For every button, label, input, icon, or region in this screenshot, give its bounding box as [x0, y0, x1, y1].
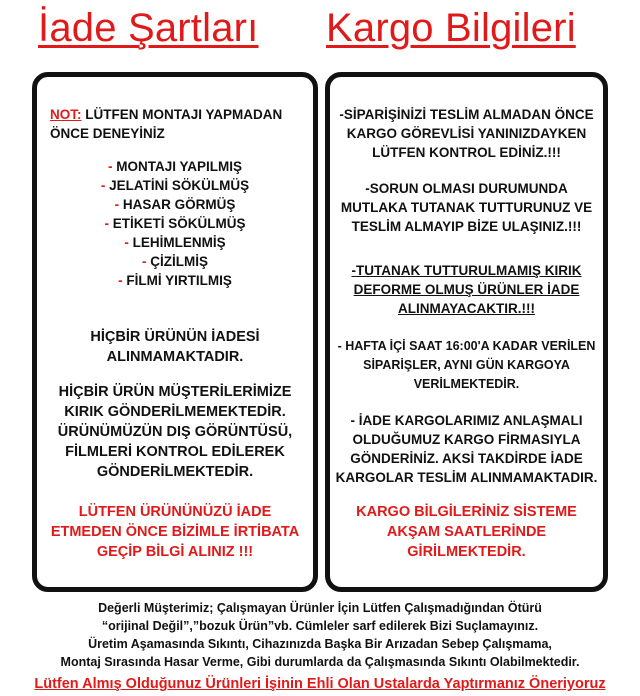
report-notice: -TUTANAK TUTTURULMAMIŞ KIRIK DEFORME OLMUŞ ÜRÜNLER İADE ALINMAYACAKTIR.!!! [351, 263, 582, 316]
note-text-2: ÖNCE DENEYİNİZ [50, 126, 165, 141]
contact-notice: LÜTFEN ÜRÜNÜNÜZÜ İADE ETMEDEN ÖNCE BİZİMLE İRTİBATA GEÇİP BİLGİ ALINIZ !!! [50, 504, 300, 560]
same-day-notice: - HAFTA İÇİ SAAT 16:00'A KADAR VERİLEN SİPARİŞLER, AYNI GÜN KARGOYA VERİLMEKTEDİR. [337, 339, 596, 391]
problem-notice: -SORUN OLMASI DURUMUNDA MUTLAKA TUTANAK TUTTURUNUZ VE TESLİM ALMAYIP BİZE ULAŞINIZ.!!! [340, 181, 593, 234]
no-return-notice: HİÇBİR ÜRÜNÜN İADESİ ALINMAMAKTADIR. [90, 329, 260, 365]
return-conditions-panel [32, 72, 318, 592]
title-return-conditions: İade Şartları [38, 5, 259, 50]
condition-item: - FİLMİ YIRTILMIŞ [118, 273, 232, 288]
condition-item: - ETİKETİ SÖKÜLMÜŞ [104, 216, 246, 231]
footer-recommendation: Lütfen Almış Olduğunuz Ürünleri İşinin Ehli Olan Ustalarda Yaptırmanız Öneriyoruz [34, 676, 606, 692]
note-label: NOT: [50, 107, 82, 122]
no-broken-notice: HİÇBİR ÜRÜN MÜŞTERİLERİMİZE KIRIK GÖNDERİLMEMEKTEDİR. ÜRÜNÜMÜZÜN DIŞ GÖRÜNTÜSÜ, FİLMLERİ KONTROL EDİLEREK GÖNDERİLMEKTEDİR. [57, 384, 293, 480]
condition-item: - MONTAJI YAPILMIŞ [107, 159, 243, 174]
footer-disclaimer: Değerli Müşterimiz; Çalışmayan Ürünler İçin Lütfen Çalışmadığından Ötürü “orijinal Değil”,”bozuk Ürün”vb. Cümleler sarf edilerek Bizi Suçlamayınız. Üretim Aşamasında Sıkıntı, Cihazınızda Başka Bir Arızadan Sebep Çalışmama, Montaj Sırasında Hasar Verme, Gibi durumlarda da Çalışmasında Sıkıntı Olabilmektedir. [60, 601, 580, 669]
evening-notice: KARGO BİLGİLERİNİZ SİSTEME AKŞAM SAATLERİNDE GİRİLMEKTEDİR. [356, 504, 577, 560]
note-block [37, 105, 313, 143]
title-cargo-info: Kargo Bilgileri [326, 5, 576, 50]
condition-item: - ÇİZİLMİŞ [142, 254, 208, 269]
check-notice: -SİPARİŞİNİZİ TESLİM ALMADAN ÖNCE KARGO GÖREVLİSİ YANINIZDAYKEN LÜTFEN KONTROL EDİNİZ.!!! [339, 107, 594, 160]
cargo-info-panel [325, 72, 608, 592]
condition-item: - JELATİNİ SÖKÜLMÜŞ [100, 178, 250, 193]
condition-item: - LEHİMLENMİŞ [124, 235, 226, 250]
cargo-company-notice: - İADE KARGOLARIMIZ ANLAŞMALI OLDUĞUMUZ KARGO FİRMASIYLA GÖNDERİNİZ. AKSİ TAKDİRDE İADE KARGOLAR TESLİM ALINMAMAKTADIR. [335, 413, 598, 485]
conditions-list [37, 157, 313, 290]
condition-item: - HASAR GÖRMÜŞ [114, 197, 236, 212]
note-text: LÜTFEN MONTAJI YAPMADAN [81, 107, 283, 122]
